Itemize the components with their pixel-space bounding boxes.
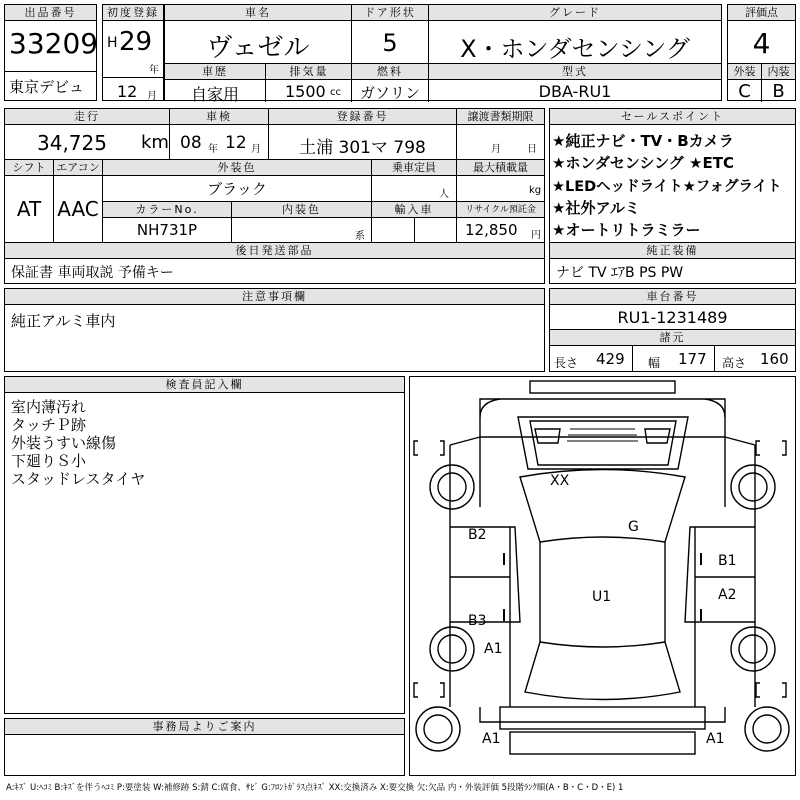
model: DBA-RU1: [538, 82, 612, 101]
car-outline-diagram: [410, 377, 795, 775]
sales-points-label: セールスポイント: [550, 109, 795, 125]
notes-box: [4, 288, 545, 372]
exterior-label: 外装: [728, 64, 761, 80]
door-type: 5: [382, 29, 398, 57]
later-parts: 保証書 車両取説 予備キー: [11, 265, 174, 281]
transfer-day-unit: 日: [527, 144, 537, 155]
mileage: 34,725: [37, 131, 107, 155]
plate-label: 登録番号: [269, 109, 456, 125]
length-label: 長さ: [554, 356, 579, 370]
damage-mark-xx: XX: [550, 473, 570, 489]
transfer-label: 譲渡書類期限: [457, 109, 544, 125]
later-parts-label: 後日発送部品: [5, 243, 544, 259]
inspection-year: 08: [180, 133, 202, 153]
sales-point-1: ★純正ナビ・TV・Bカメラ: [552, 132, 734, 150]
width: 177: [678, 350, 707, 368]
month-unit: 月: [147, 91, 157, 102]
era: H: [107, 35, 118, 51]
transfer-month-unit: 月: [491, 144, 501, 155]
ext-color: ブラック: [207, 180, 267, 198]
color-no-label: カラーNo.: [103, 202, 231, 218]
damage-diagram: [409, 376, 796, 776]
fuel-label: 燃料: [352, 64, 428, 80]
fuel: ガソリン: [359, 84, 420, 102]
genuine-equipment: ナビ TV ｴｱB PS PW: [556, 265, 684, 281]
interior-grade: B: [772, 81, 785, 102]
inspector-line-1: 室内薄汚れ: [11, 398, 87, 416]
load-unit: kg: [529, 185, 542, 196]
damage-mark-a1-bottom-right: A1: [706, 731, 725, 747]
sales-points-box: [549, 108, 796, 284]
interior-label: 内装: [762, 64, 795, 80]
int-color-label: 内装色: [232, 202, 371, 218]
grade-label: グレード: [429, 5, 721, 21]
model-label: 型式: [429, 64, 721, 80]
year-unit: 年: [149, 65, 159, 76]
shift-label: シフト: [5, 160, 53, 176]
width-label: 幅: [648, 356, 661, 370]
lot-number-box: [4, 4, 97, 101]
notes-label: 注意事項欄: [5, 289, 544, 305]
history: 自家用: [190, 85, 239, 104]
capacity-unit: 人: [439, 189, 449, 200]
recycle-label: リサイクル預託金: [457, 202, 544, 218]
venue: 東京デビュ: [9, 78, 85, 96]
inspector-label: 検査員記入欄: [5, 377, 404, 393]
capacity-label: 乗車定員: [372, 160, 456, 176]
inspection-month-unit: 月: [251, 144, 261, 155]
sales-point-2: ★ホンダセンシング ★ETC: [552, 154, 734, 172]
score: 4: [752, 27, 771, 60]
import-label: 輸入車: [372, 202, 456, 218]
chassis-label: 車台番号: [550, 289, 795, 305]
notes-text: 純正アルミ車内: [11, 312, 116, 330]
sales-point-5: ★オートリトラミラー: [552, 221, 701, 239]
history-label: 車歴: [165, 64, 265, 80]
damage-mark-a1-bottom-left: A1: [482, 731, 501, 747]
damage-mark-g: G: [628, 519, 639, 535]
inspection-label: 車検: [170, 109, 268, 125]
inspector-line-4: 下廻りＳ小: [11, 452, 87, 470]
length: 429: [596, 350, 625, 368]
int-color-unit: 系: [355, 231, 365, 242]
height-label: 高さ: [722, 356, 747, 370]
sales-point-3: ★LEDヘッドライト★フォグライト: [552, 179, 782, 195]
load-label: 最大積載量: [457, 160, 544, 176]
reg-month: 12: [117, 82, 138, 101]
damage-mark-u1: U1: [592, 589, 612, 605]
inspector-line-5: スタッドレスタイヤ: [11, 470, 146, 488]
ext-color-label: 外装色: [103, 160, 371, 176]
chassis-box: [549, 288, 796, 372]
details-box: [4, 108, 545, 284]
vehicle-info-box: [164, 4, 722, 104]
lot-number-label: 出品番号: [5, 5, 96, 21]
displacement-label: 排気量: [266, 64, 352, 80]
grade: X・ホンダセンシング: [460, 35, 690, 63]
office-label: 事務局よりご案内: [5, 719, 404, 735]
damage-mark-a2: A2: [718, 587, 737, 603]
height: 160: [760, 350, 789, 368]
plate-number: 土浦 301マ 798: [299, 138, 426, 158]
damage-mark-b2: B2: [468, 527, 487, 543]
inspector-box: [4, 376, 405, 714]
lot-number: 33209: [9, 27, 99, 60]
office-box: [4, 718, 405, 776]
displacement-unit: cc: [330, 87, 341, 98]
recycle-fee: 12,850: [465, 221, 518, 239]
door-label: ドア形状: [352, 5, 428, 21]
spec-label: 諸元: [550, 330, 795, 346]
score-label: 評価点: [728, 5, 795, 21]
displacement: 1500: [285, 82, 326, 101]
inspection-month: 12: [225, 133, 247, 153]
car-name-label: 車名: [165, 5, 351, 21]
mileage-unit: km: [141, 132, 169, 153]
damage-mark-b1: B1: [718, 553, 737, 569]
genuine-equipment-label: 純正装備: [550, 243, 795, 259]
mileage-label: 走行: [5, 109, 169, 125]
air-conditioner: AAC: [57, 197, 99, 221]
legend: A:ｷｽﾞ U:ﾍｺﾐ B:ｷｽﾞを伴うﾍｺﾐ P:要塗装 W:補修跡 S:錆 C:腐食、ｻﾋﾞ G:ﾌﾛﾝﾄｶﾞﾗｽ点ｷｽﾞ XX:交換済み X:要交換 欠:欠品 内・外装評価 5段階ﾗﾝｸ順(A・B・C・D・E) 1: [6, 783, 624, 793]
inspector-line-2: タッチＰ跡: [11, 416, 87, 434]
reg-year: 29: [119, 27, 153, 57]
exterior-grade: C: [738, 81, 751, 102]
color-number: NH731P: [136, 221, 198, 239]
inspection-year-unit: 年: [208, 144, 218, 155]
car-name: ヴェゼル: [206, 33, 310, 63]
recycle-unit: 円: [531, 230, 541, 241]
damage-mark-a1-left: A1: [484, 641, 503, 657]
inspector-line-3: 外装うすい線傷: [11, 434, 117, 452]
shift: AT: [16, 197, 42, 221]
first-registration-label: 初度登録: [103, 5, 163, 21]
chassis-number: RU1-1231489: [617, 308, 728, 327]
first-registration-box: [102, 4, 164, 101]
ac-label: エアコン: [54, 160, 102, 176]
sales-point-4: ★社外アルミ: [552, 199, 640, 217]
damage-mark-b3: B3: [468, 613, 487, 629]
score-box: [727, 4, 796, 101]
